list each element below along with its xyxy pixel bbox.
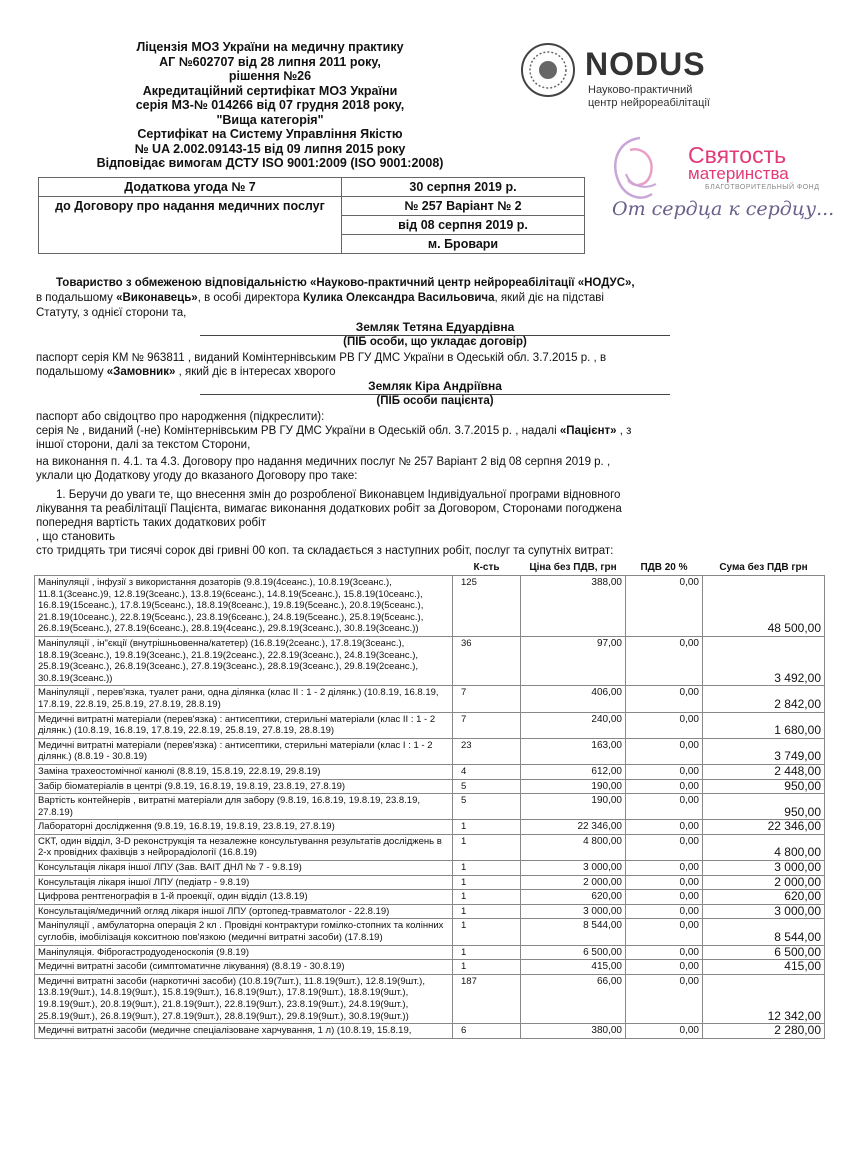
service-sum: 620,00 [703,890,825,905]
service-sum: 415,00 [703,960,825,975]
service-vat: 0,00 [626,875,703,890]
service-sum: 48 500,00 [703,576,825,637]
service-description: Маніпуляції , амбулаторна операція 2 кл . Провідні контрактури гомілко-стопних та колінних суглобів, імобілізація кокситною пов'язкою (медичні витратні засоби) (17.8.19) [35,919,453,945]
service-sum: 2 000,00 [703,875,825,890]
license-header-line: Акредитаційний сертифікат МОЗ України [142,83,398,98]
service-qty: 6 [453,1024,521,1039]
license-header-line: серія МЗ-№ 014266 від 07 грудня 2018 року, [135,98,405,112]
service-description: Консультація/медичний огляд лікаря іншої ЛПУ (ортопед-травматолог - 22.8.19) [35,904,453,919]
service-vat: 0,00 [626,779,703,794]
service-qty: 7 [453,686,521,712]
service-sum: 950,00 [703,794,825,820]
services-table [34,560,825,1039]
service-vat: 0,00 [626,974,703,1023]
agreement-date: 30 серпня 2019 р. [342,178,585,197]
table-row [35,794,825,820]
table-row [35,890,825,905]
license-header-line: АГ №602707 від 28 липня 2011 року, [159,54,381,69]
service-qty: 36 [453,636,521,685]
passport-line1: паспорт серія КМ № 963811 , виданий Комінтернівським РВ ГУ ДМС України в Одеській обл. 3.7.2015 р. , в [36,352,607,364]
service-qty: 1 [453,904,521,919]
intro-party-line3: Статуту, з однієї сторони та, [36,307,187,319]
table-row [35,904,825,919]
col-header-price: Ціна без ПДВ, грн [529,562,617,573]
service-price: 240,00 [521,712,626,738]
license-header-line: № UA 2.002.09143-15 від 09 липня 2015 року [134,141,406,156]
table-row [35,576,825,637]
service-vat: 0,00 [626,904,703,919]
table-row [35,1024,825,1039]
service-vat: 0,00 [626,861,703,876]
series-line2: іншої сторони, далі за текстом Сторони, [36,439,251,451]
license-header [60,40,480,171]
service-description: Вартість контейнерів , витратні матеріали для забору (9.8.19, 16.8.19, 19.8.19, 23.8.19, 27.8.19) [35,794,453,820]
table-row [35,960,825,975]
service-sum: 8 544,00 [703,919,825,945]
service-price: 97,00 [521,636,626,685]
service-qty: 1 [453,919,521,945]
service-sum: 950,00 [703,779,825,794]
service-qty: 125 [453,576,521,637]
patient-name: Земляк Кіра Андріївна [368,379,502,393]
service-vat: 0,00 [626,919,703,945]
service-description: Маніпуляції , ін"єкції (внутрішньовенна/катетер) (16.8.19(2сеанс.), 17.8.19(3сеанс.), 18.8.19(3сеанс.), 19.8.19(3сеанс.), 21.8.19(2сеанс.), 22.8.19(3сеанс.), 24.8.19(3сеанс.), 25.8.19(3сеанс.), 26.8.19(3сеанс.), 27.8.19(3сеанс.), 28.8.19(3сеанс.), 29.8.19(2сеанс.), 30.8.19(3сеанс.)) [35,636,453,685]
service-description: Медичні витратні засоби (симптоматичне лікування) (8.8.19 - 30.8.19) [35,960,453,975]
service-price: 4 800,00 [521,834,626,860]
license-header-line: Сертифікат на Систему Управління Якістю [137,127,403,141]
service-description: Консультація лікаря іншої ЛПУ (Зав. ВАІТ ДНЛ № 7 - 9.8.19) [35,861,453,876]
service-vat: 0,00 [626,945,703,960]
charity-subtitle: материнства [688,164,789,183]
contract-number: № 257 Варіант № 2 [342,197,585,216]
point1-line3: попередня вартість таких додаткових робіт [36,517,266,529]
service-price: 3 000,00 [521,904,626,919]
service-price: 415,00 [521,960,626,975]
doc-line: паспорт або свідоцтво про народження (підкреслити): [36,411,325,423]
series-line: серія № , виданий (-не) Комінтернівським РВ ГУ ДМС України в Одеській обл. 3.7.2015 р. , надалі «Пацієнт» , з [36,425,632,437]
service-description: Маніпуляції , перев'язка, туалет рани, одна ділянка (клас II : 1 - 2 ділянк.) (10.8.19, 16.8.19, 17.8.19, 22.8.19, 25.8.19, 27.8.19, 28.8.19) [35,686,453,712]
service-description: Маніпуляції , інфузії з використання дозаторів (9.8.19(4сеанс.), 10.8.19(3сеанс.), 11.8.1(3сеанс.)9, 12.8.19(3сеанс.), 13.8.19(6сеанс.), 14.8.19(5сеанс.), 15.8.19(10сеанс.), 16.8.19(15сеанс.), 17.8.19(5сеанс.), 18.8.19(8сеанс.), 19.8.19(5сеанс.), 20.8.19(5сеанс.), 21.8.19(10сеанс.), 22.8.19(5сеанс.), 23.8.19(6сеанс.), 24.8.19(5сеанс.), 25.8.19(5сеанс.), 26.8.19(5сеанс.), 27.8.19(6сеанс.), 28.8.19(4сеанс.), 29.8.19(3сеанс.), 30.8.19(3сеанс.)) [35,576,453,637]
service-price: 66,00 [521,974,626,1023]
service-qty: 1 [453,890,521,905]
service-description: Медичні витратні засоби (наркотичні засоби) (10.8.19(7шт.), 11.8.19(9шт.), 12.8.19(9шт.), 13.8.19(9шт.), 14.8.19(9шт.), 15.8.19(9шт.), 16.8.19(9шт.), 17.8.19(9шт.), 18.8.19(9шт.), 19.8.19(9шт.), 20.8.19(9шт.), 21.8.19(9шт.), 22.8.19(9шт.), 23.8.19(9шт.), 24.8.19(9шт.), 25.8.19(9шт.), 26.8.19(9шт.), 27.8.19(9шт.), 28.8.19(9шт.), 29.8.19(9шт.), 30.8.19(9шт.)) [35,974,453,1023]
service-sum: 3 492,00 [703,636,825,685]
service-description: Маніпуляція. Фіброгастродуоденоскопія (9.8.19) [35,945,453,960]
service-vat: 0,00 [626,576,703,637]
service-sum: 3 000,00 [703,861,825,876]
service-price: 620,00 [521,890,626,905]
table-row [35,779,825,794]
intro-party-line1: Товариство з обмеженою відповідальністю «Науково-практичний центр нейрореабілітації «НОДУС», [56,277,635,289]
service-vat: 0,00 [626,794,703,820]
charity-title: Святость [688,142,787,168]
agreement-title: Додаткова угода № 7 [39,178,342,197]
service-price: 388,00 [521,576,626,637]
table-row [35,875,825,890]
table-row [35,974,825,1023]
service-sum: 1 680,00 [703,712,825,738]
service-vat: 0,00 [626,636,703,685]
service-description: Цифрова рентгенографія в 1-й проекції, один відділ (13.8.19) [35,890,453,905]
service-vat: 0,00 [626,820,703,835]
service-price: 190,00 [521,779,626,794]
customer-caption: (ПІБ особи, що укладає договір) [343,336,527,348]
service-qty: 1 [453,960,521,975]
service-description: Медичні витратні матеріали (перев'язка) : антисептики, стерильні матеріали (клас I : 1 - 2 ділянк.) (8.8.19 - 30.8.19) [35,738,453,764]
table-row [35,636,825,685]
intro-party-line2: в подальшому «Виконавець», в особі директора Кулика Олександра Васильовича, який діє на підставі [36,292,604,304]
service-vat: 0,00 [626,890,703,905]
service-sum: 3 749,00 [703,738,825,764]
contract-date: від 08 серпня 2019 р. [342,216,585,235]
service-qty: 23 [453,738,521,764]
service-price: 406,00 [521,686,626,712]
service-vat: 0,00 [626,960,703,975]
contract-city: м. Бровари [342,235,585,254]
charity-fund-label: БЛАГОТВОРИТЕЛЬНЫЙ ФОНД [705,184,820,191]
table-row [35,764,825,779]
col-header-qty: К-сть [473,562,500,573]
charity-slogan: От сердца к сердцу... [612,198,835,220]
service-price: 22 346,00 [521,820,626,835]
point1-line2: лікування та реабілітації Пацієнта, вимагає виконання додаткових робіт за Договором, Сторонами погоджена [36,503,622,515]
service-description: Консультація лікаря іншої ЛПУ (педіатр - 9.8.19) [35,875,453,890]
service-price: 612,00 [521,764,626,779]
service-vat: 0,00 [626,738,703,764]
service-price: 2 000,00 [521,875,626,890]
execution-line1: на виконання п. 4.1. та 4.3. Договору про надання медичних послуг № 257 Варіант 2 від 08 серпня 2019 р. , [36,456,611,468]
service-description: Заміна трахеостомічної канюлі (8.8.19, 15.8.19, 22.8.19, 29.8.19) [35,764,453,779]
service-description: Забір біоматеріалів в центрі (9.8.19, 16.8.19, 19.8.19, 23.8.19, 27.8.19) [35,779,453,794]
patient-caption: (ПІБ особи пацієнта) [376,395,494,407]
service-vat: 0,00 [626,764,703,779]
service-qty: 4 [453,764,521,779]
service-sum: 2 842,00 [703,686,825,712]
service-qty: 1 [453,875,521,890]
service-qty: 7 [453,712,521,738]
service-price: 163,00 [521,738,626,764]
service-vat: 0,00 [626,834,703,860]
service-sum: 12 342,00 [703,974,825,1023]
service-vat: 0,00 [626,712,703,738]
license-header-line: рішення №26 [228,69,312,83]
agreement-contract-ref: до Договору про надання медичних послуг [39,197,342,254]
service-sum: 2 448,00 [703,764,825,779]
col-header-sum: Сума без ПДВ грн [719,562,808,573]
service-description: Медичні витратні засоби (медичне спеціалізоване харчування, 1 л) (10.8.19, 15.8.19, [35,1024,453,1039]
service-vat: 0,00 [626,686,703,712]
service-price: 3 000,00 [521,861,626,876]
service-qty: 1 [453,834,521,860]
table-row [35,919,825,945]
point1-line5: сто тридцять три тисячі сорок дві гривні 00 коп. та складається з наступних робіт, послуг та супутніх витрат: [36,545,614,557]
service-description: Лабораторні дослідження (9.8.19, 16.8.19, 19.8.19, 23.8.19, 27.8.19) [35,820,453,835]
service-qty: 5 [453,794,521,820]
service-sum: 3 000,00 [703,904,825,919]
nodus-emblem-icon [520,42,576,98]
license-header-line: "Вища категорія" [216,112,324,127]
execution-line2: уклали цю Додаткову угоду до вказаного Договору про таке: [36,470,358,482]
nodus-logo-text: NODUS [585,46,706,82]
table-row [35,861,825,876]
service-price: 190,00 [521,794,626,820]
services-table-header [35,560,825,576]
table-row [35,834,825,860]
service-price: 6 500,00 [521,945,626,960]
table-row [35,712,825,738]
service-price: 380,00 [521,1024,626,1039]
service-qty: 187 [453,974,521,1023]
table-row [35,945,825,960]
service-sum: 2 280,00 [703,1024,825,1039]
customer-name: Земляк Тетяна Едуардівна [355,320,515,334]
passport-line2: подальшому «Замовник» , який діє в інтересах хворого [36,366,336,378]
service-qty: 1 [453,820,521,835]
service-vat: 0,00 [626,1024,703,1039]
nodus-logo-subtitle: Науково-практичний центр нейрореабілітації [588,84,710,109]
service-description: Медичні витратні матеріали (перев'язка) : антисептики, стерильні матеріали (клас II : 1 - 2 ділянк.) (10.8.19, 16.8.19, 17.8.19, 22.8.19, 25.8.19, 27.8.19, 28.8.19) [35,712,453,738]
license-header-line: Ліцензія МОЗ України на медичну практику [136,40,404,54]
table-row [35,738,825,764]
col-header-vat: ПДВ 20 % [640,562,688,573]
table-row [35,820,825,835]
service-qty: 1 [453,945,521,960]
service-sum: 4 800,00 [703,834,825,860]
service-sum: 22 346,00 [703,820,825,835]
service-qty: 5 [453,779,521,794]
point1-line1: 1. Беручи до уваги те, що внесення змін до розробленої Виконавцем Індивідуальної програми відновного [56,489,621,501]
service-sum: 6 500,00 [703,945,825,960]
license-header-line: Відповідає вимогам ДСТУ ISO 9001:2009 (ISO 9001:2008) [96,156,444,170]
point1-line4: , що становить [36,531,116,543]
service-qty: 1 [453,861,521,876]
service-price: 8 544,00 [521,919,626,945]
service-description: СКТ, один відділ, 3-D реконструкція та незалежне консультування результатів досліджень в 2-х провідних фахівців з нейрорадіології (16.8.19) [35,834,453,860]
table-row [35,686,825,712]
agreement-header-table [38,177,585,254]
col-header-description [35,560,453,576]
